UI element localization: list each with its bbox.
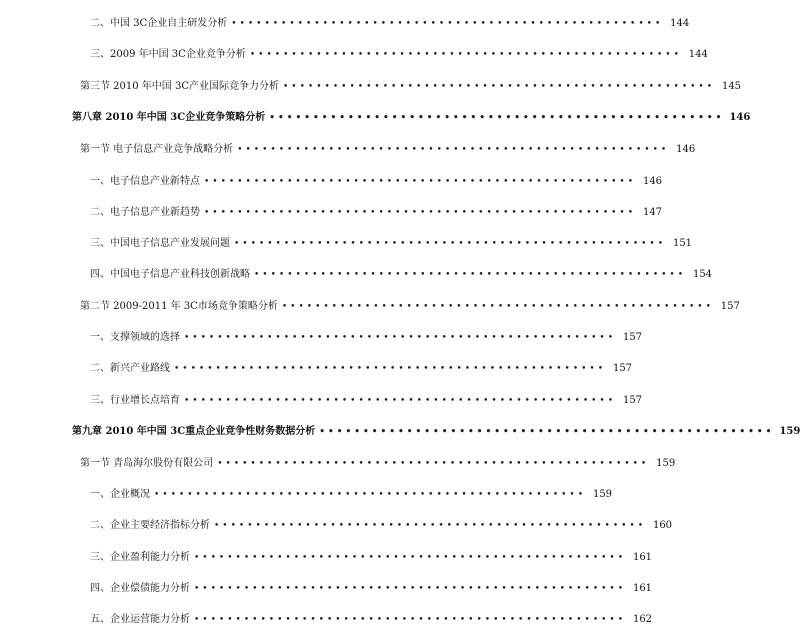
toc-chapter-entry[interactable] <box>72 424 800 440</box>
dot-leader: •••••••••••••••••••••••••••••••••••••••••••••••••••• <box>194 615 627 625</box>
toc-entry-title: 第一节 青岛海尔股份有限公司 <box>80 458 214 469</box>
dot-leader: •••••••••••••••••••••••••••••••••••••••••••••••••••• <box>231 19 664 29</box>
toc-entry-title: 第三节 2010 年中国 3C产业国际竞争力分析 <box>80 81 279 92</box>
toc-entry[interactable] <box>90 174 663 190</box>
toc-entry-title: 四、企业偿债能力分析 <box>90 583 190 594</box>
toc-entry-title: 第二节 2009-2011 年 3C市场竞争策略分析 <box>80 301 278 312</box>
toc-entry-page: 159 <box>779 426 800 437</box>
toc-entry[interactable] <box>90 487 613 503</box>
dot-leader: •••••••••••••••••••••••••••••••••••••••••••••••••••• <box>204 208 637 218</box>
toc-entry-page: 162 <box>632 614 653 625</box>
toc-entry-title: 第八章 2010 年中国 3C企业竞争策略分析 <box>72 112 266 123</box>
toc-entry-page: 160 <box>652 520 673 531</box>
toc-entry-title: 二、企业主要经济指标分析 <box>90 520 210 531</box>
toc-entry-title: 二、电子信息产业新趋势 <box>90 207 200 218</box>
dot-leader: •••••••••••••••••••••••••••••••••••••••••••••••••••• <box>249 50 682 60</box>
toc-entry-page: 157 <box>612 363 633 374</box>
toc-entry-title: 一、企业概况 <box>90 489 150 500</box>
toc-entry-page: 157 <box>720 301 740 312</box>
toc-entry[interactable] <box>90 267 713 283</box>
toc-entry[interactable] <box>90 550 653 566</box>
dot-leader: •••••••••••••••••••••••••••••••••••••••••••••••••••• <box>204 177 637 187</box>
toc-entry-title: 二、新兴产业路线 <box>90 363 170 374</box>
toc-entry-title: 二、中国 3C企业自主研发分析 <box>90 18 228 29</box>
toc-entry-page: 157 <box>622 395 643 406</box>
dot-leader: •••••••••••••••••••••••••••••••••••••••••••••••••••• <box>237 145 670 155</box>
dot-leader: •••••••••••••••••••••••••••••••••••••••••••••••••••• <box>269 113 725 123</box>
dot-leader: •••••••••••••••••••••••••••••••••••••••••••••••••••• <box>174 364 607 374</box>
toc-entry-page: 159 <box>656 458 676 469</box>
toc-entry-page: 146 <box>729 112 751 123</box>
toc-chapter-entry[interactable] <box>72 110 751 126</box>
toc-entry-page: 151 <box>672 238 693 249</box>
toc-entry[interactable] <box>90 361 633 377</box>
toc-entry-page: 159 <box>592 489 613 500</box>
toc-entry-title: 第一节 电子信息产业竞争战略分析 <box>80 144 234 155</box>
dot-leader: •••••••••••••••••••••••••••••••••••••••••••••••••••• <box>217 459 650 469</box>
dot-leader: •••••••••••••••••••••••••••••••••••••••••••••••••••• <box>234 239 667 249</box>
dot-leader: •••••••••••••••••••••••••••••••••••••••••••••••••••• <box>194 553 627 563</box>
toc-entry[interactable] <box>90 330 643 346</box>
toc-entry[interactable] <box>90 47 708 63</box>
toc-entry[interactable] <box>90 612 653 628</box>
toc-entry-page: 145 <box>721 81 742 92</box>
dot-leader: •••••••••••••••••••••••••••••••••••••••••••••••••••• <box>281 302 714 312</box>
toc-entry-title: 三、企业盈利能力分析 <box>90 552 190 563</box>
toc-entry-page: 146 <box>676 144 696 155</box>
toc-entry-title: 五、企业运营能力分析 <box>90 614 190 625</box>
dot-leader: •••••••••••••••••••••••••••••••••••••••••••••••••••• <box>194 584 627 594</box>
toc-entry[interactable] <box>80 299 740 315</box>
dot-leader: •••••••••••••••••••••••••••••••••••••••••••••••••••• <box>283 82 716 92</box>
toc-entry[interactable] <box>90 16 690 32</box>
dot-leader: •••••••••••••••••••••••••••••••••••••••••••••••••••• <box>254 270 687 280</box>
toc-entry[interactable] <box>90 518 673 534</box>
toc-entry-title: 一、支撑领域的选择 <box>90 332 180 343</box>
toc-entry[interactable] <box>90 393 643 409</box>
toc-entry-title: 三、行业增长点培育 <box>90 395 180 406</box>
toc-entry-page: 157 <box>622 332 643 343</box>
toc-entry-page: 161 <box>632 583 653 594</box>
dot-leader: •••••••••••••••••••••••••••••••••••••••••••••••••••• <box>319 427 775 437</box>
toc-entry-page: 144 <box>670 18 690 29</box>
toc-entry[interactable] <box>90 581 653 597</box>
toc-entry-title: 四、中国电子信息产业科技创新战略 <box>90 269 250 280</box>
toc-entry-page: 147 <box>642 207 663 218</box>
toc-entry[interactable] <box>80 142 696 158</box>
dot-leader: •••••••••••••••••••••••••••••••••••••••••••••••••••• <box>214 521 647 531</box>
toc-entry-page: 144 <box>688 49 708 60</box>
toc-entry[interactable] <box>90 205 663 221</box>
toc-entry-title: 一、电子信息产业新特点 <box>90 176 200 187</box>
toc-entry[interactable] <box>90 236 693 252</box>
toc-entry[interactable] <box>80 79 742 95</box>
toc-entry[interactable] <box>80 456 676 472</box>
toc-entry-title: 三、2009 年中国 3C企业竞争分析 <box>90 49 246 60</box>
dot-leader: •••••••••••••••••••••••••••••••••••••••••••••••••••• <box>154 490 587 500</box>
dot-leader: •••••••••••••••••••••••••••••••••••••••••••••••••••• <box>184 333 617 343</box>
toc-entry-title: 第九章 2010 年中国 3C重点企业竞争性财务数据分析 <box>72 426 316 437</box>
toc-entry-page: 154 <box>692 269 713 280</box>
toc-entry-page: 161 <box>632 552 653 563</box>
dot-leader: •••••••••••••••••••••••••••••••••••••••••••••••••••• <box>184 396 617 406</box>
toc-entry-title: 三、中国电子信息产业发展问题 <box>90 238 230 249</box>
toc-entry-page: 146 <box>642 176 663 187</box>
